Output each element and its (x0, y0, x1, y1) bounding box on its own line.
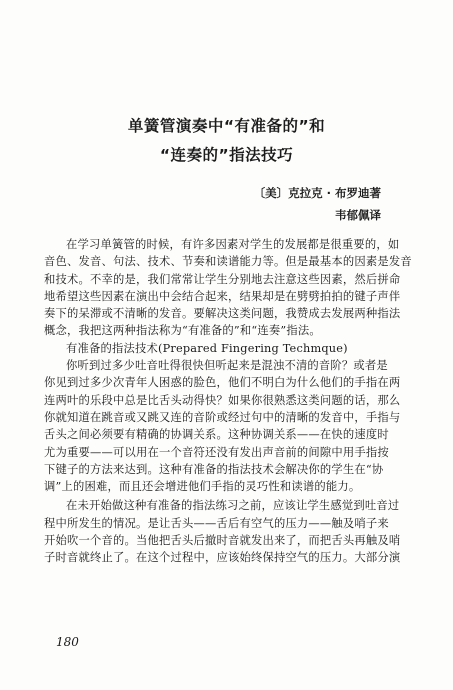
body-line: 概念，我把这两种指法称为“有准备的”和“连奏”指法。 (44, 324, 321, 338)
body-line: 奏下的呆滞或不清晰的发音。要解决这类问题，我赞成去发展两种指法 (44, 307, 401, 321)
body-line: 你听到过多少吐音吐得很快但听起来是混浊不清的音阶？或者是 (66, 359, 388, 373)
body-line: 舌头之间必须要有精确的协调关系。这种协调关系——在快的速度时 (44, 428, 389, 442)
section-heading: 有准备的指法技术(Prepared Fingering Techmque) (66, 341, 348, 355)
body-line: 在学习单簧管的时候，有许多因素对学生的发展都是很重要的，如 (66, 238, 400, 251)
page-number: 180 (56, 635, 79, 649)
body-line: 子时音就终止了。在这个过程中，应该始终保持空气的压力。大部分演 (44, 551, 401, 565)
article-title-line-1: 单簧管演奏中“有准备的”和 (127, 117, 326, 135)
author-credit: 〔美〕克拉克 · 布罗迪著 (253, 186, 381, 200)
translator-credit: 韦郁佩译 (335, 208, 381, 222)
body-line: 程中所发生的情况。是让舌头——舌后有空气的压力——触及哨子来 (44, 516, 389, 530)
body-line: 下键子的方法来达到。这种有准备的指法技术会解决你的学生在“协 (44, 462, 384, 476)
body-line: 尤为重要——可以用在一个音符还没有发出声音前的间隙中用手指按 (44, 445, 389, 459)
body-line: 音色、发音、句法、技术、节奏和读谱能力等。但是最基本的因素是发音 (44, 255, 412, 269)
body-line: 开始吹一个音的。当他把舌头后撤时音就发出来了，而把舌头再触及哨 (44, 534, 401, 548)
article-title-line-2: “连奏的”指法技巧 (159, 146, 294, 164)
article-body (44, 236, 444, 567)
body-line: 地希望这些因素在演出中会结合起来，结果却是在劈劈拍拍的键子声伴 (44, 289, 401, 303)
body-line: 调”上的困难，而且还会增进他们手指的灵巧性和读谱的能力。 (44, 480, 361, 494)
body-line: 和技术。不幸的是，我们常常让学生分别地去注意这些因素，然后拼命 (44, 272, 401, 286)
body-line: 你见到过多少次青年人困惑的脸色，他们不明白为什么他们的手指在两 (44, 376, 401, 390)
body-line: 你就知道在跳音或又跳又连的音阶或经过句中的清晰的发音中，手指与 (44, 410, 401, 424)
body-line: 在未开始做这种有准备的指法练习之前，应该让学生感觉到吐音过 (66, 499, 400, 513)
body-line: 连两叶的乐段中总是比舌头动得快？如果你很熟悉这类问题的话，那么 (44, 393, 401, 407)
